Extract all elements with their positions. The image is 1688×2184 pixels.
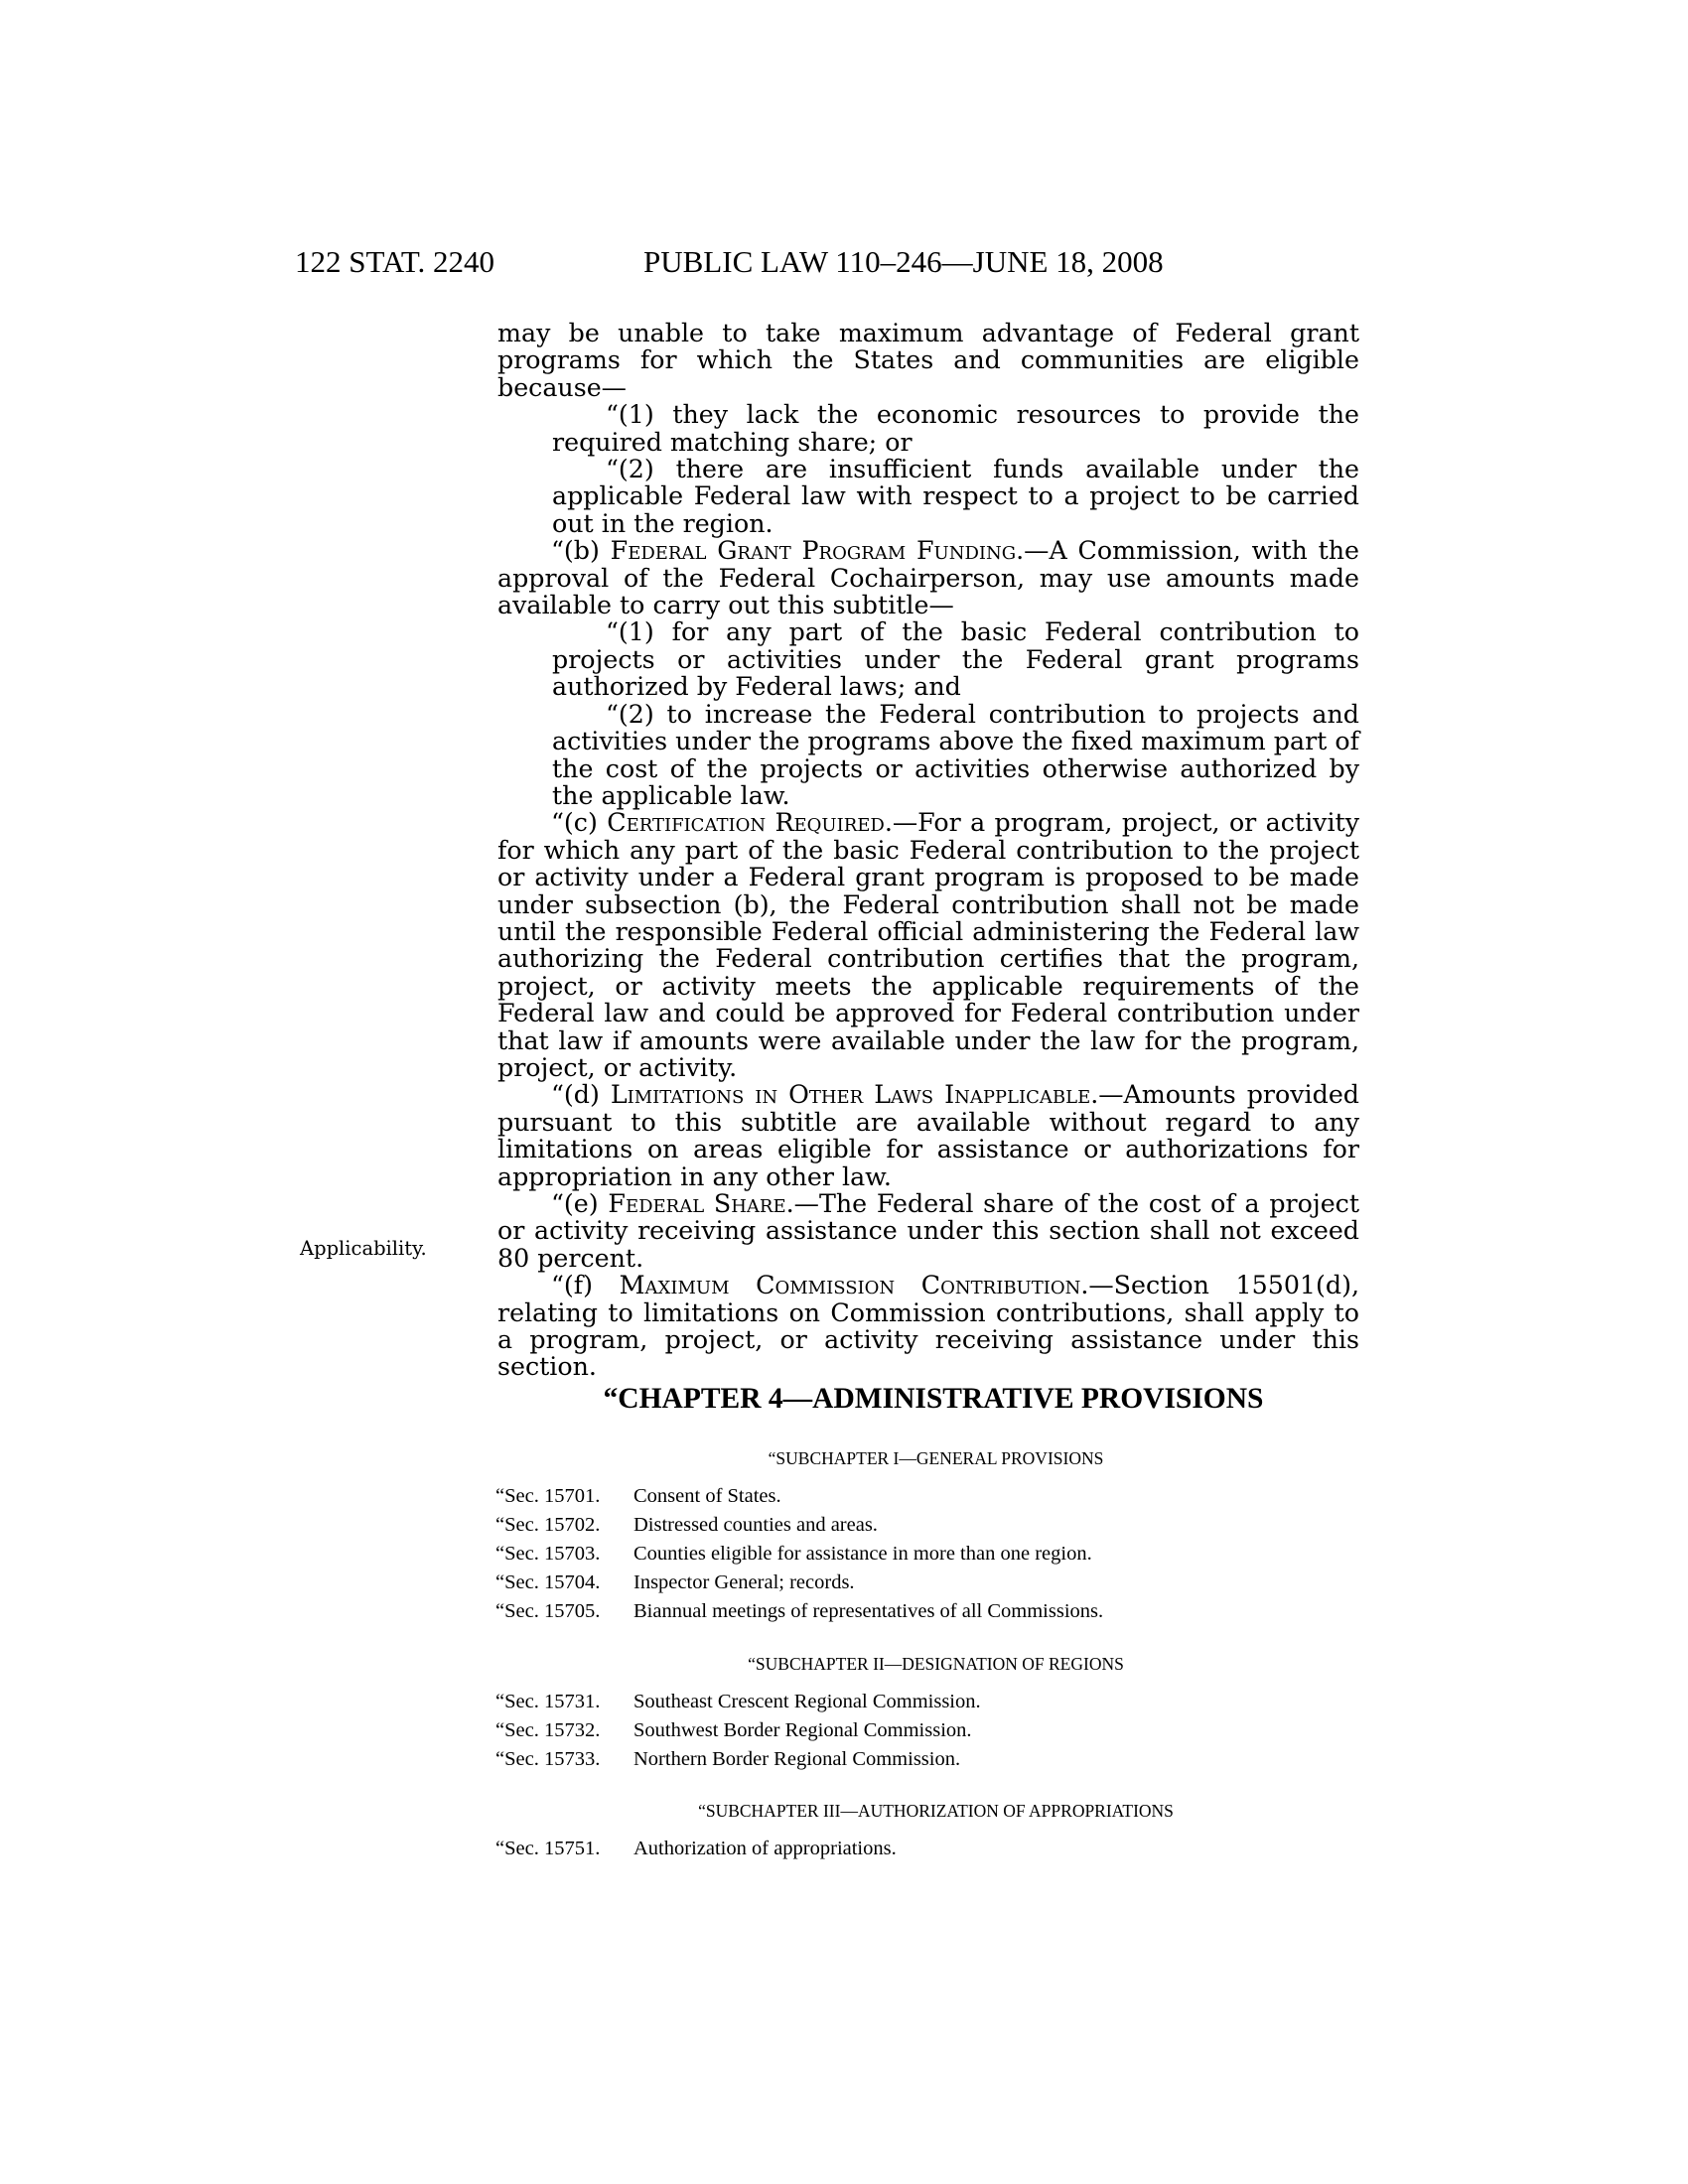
toc-section-number: “Sec. 15731. (495, 1691, 601, 1712)
toc-section-title: Southwest Border Regional Commission. (633, 1719, 972, 1741)
subsection-c (497, 809, 1359, 1081)
toc-section-title: Southeast Crescent Regional Commission. (633, 1691, 981, 1712)
toc-section-number: “Sec. 15701. (495, 1485, 601, 1507)
subsection-e-lead: “(e) (551, 1189, 609, 1218)
page-header (0, 244, 1688, 284)
subsection-b-heading: Federal Grant Program Funding (610, 536, 1017, 566)
paragraph-a1: “(1) they lack the economic resources to provide the required matching share; or (552, 400, 1359, 457)
toc-row (495, 1691, 981, 1719)
toc-section-title: Consent of States. (633, 1485, 781, 1507)
subchapter-title: “SUBCHAPTER III—AUTHORIZATION OF APPROPRIATIONS (698, 1801, 1174, 1821)
toc-row (495, 1485, 1103, 1514)
toc-row (495, 1543, 1103, 1571)
stat-page-number: 122 STAT. 2240 (295, 244, 495, 279)
toc-row (495, 1571, 1103, 1600)
toc-row (495, 1719, 981, 1748)
subsection-e (497, 1190, 1359, 1272)
toc-section-number: “Sec. 15704. (495, 1571, 601, 1593)
paragraph-a2: “(2) there are insufficient funds available under the applicable Federal law with respect to a project to be carried out in the region. (552, 455, 1359, 538)
toc-section-title: Counties eligible for assistance in more than one region. (633, 1543, 1092, 1565)
chapter-title: “CHAPTER 4—ADMINISTRATIVE PROVISIONS (603, 1383, 1264, 1415)
toc-section-number: “Sec. 15732. (495, 1719, 601, 1741)
subsection-d-heading: Limitations in Other Laws Inapplicable (610, 1080, 1091, 1110)
toc-list (495, 1838, 897, 1866)
toc-section-title: Biannual meetings of representatives of all Commissions. (633, 1600, 1104, 1622)
toc-section-number: “Sec. 15751. (495, 1838, 601, 1859)
subsection-f (497, 1272, 1359, 1381)
toc-section-title: Northern Border Regional Commission. (633, 1748, 961, 1770)
subsection-d-text: .—Amounts provided pursuant to this subtitle are available without regard to any limitations on areas eligible for assistance or authorizations for appropriation in any other law. (497, 1080, 1359, 1191)
toc-section-number: “Sec. 15705. (495, 1600, 601, 1622)
toc-list (495, 1691, 981, 1777)
subsection-b-lead: “(b) (551, 536, 611, 566)
paragraph-b2: “(2) to increase the Federal contribution to projects and activities under the programs above the fixed maximum part of the cost of the projects or activities otherwise authorized by the applicable law. (552, 699, 1359, 810)
law-citation: PUBLIC LAW 110–246—JUNE 18, 2008 (643, 244, 1164, 279)
subsection-f-text: .—Section 15501(d), relating to limitations on Commission contributions, shall apply to a program, project, or activity receiving assistance under this section. (497, 1271, 1359, 1382)
intro-paragraph: may be unable to take maximum advantage of Federal grant programs for which the States and communities are eligible because— (497, 319, 1359, 402)
margin-note-applicability: Applicability. (300, 1237, 427, 1260)
subsection-d (497, 1081, 1359, 1190)
subsection-c-text: .—For a program, project, or activity for which any part of the basic Federal contribution to the project or activity under a Federal grant program is proposed to be made under subsection (b), the Federal contribution shall not be made until the responsible Federal official administering the Federal law authorizing the Federal contribution certifies that the program, project, or activity meets the applicable requirements of the Federal law and could be approved for Federal contribution under that law if amounts were available under the law for the program, project, or activity. (497, 808, 1359, 1082)
subsection-b-text: .—A Commission, with the approval of the Federal Cochairperson, may use amounts made available to carry out this subtitle— (497, 536, 1359, 620)
subsection-c-lead: “(c) (551, 808, 608, 838)
subchapter-title: “SUBCHAPTER I—GENERAL PROVISIONS (768, 1448, 1104, 1468)
subsection-d-lead: “(d) (551, 1080, 611, 1110)
toc-section-title: Distressed counties and areas. (633, 1514, 878, 1536)
toc-section-number: “Sec. 15702. (495, 1514, 601, 1536)
subsection-e-heading: Federal Share (608, 1189, 786, 1218)
subsection-c-heading: Certification Required (607, 808, 885, 838)
paragraph-b1: “(1) for any part of the basic Federal contribution to projects or activities under the Federal grant programs authorized by Federal laws; and (552, 617, 1359, 702)
toc-row (495, 1838, 897, 1866)
toc-section-title: Inspector General; records. (633, 1571, 855, 1593)
toc-row (495, 1600, 1103, 1629)
toc-section-number: “Sec. 15703. (495, 1543, 601, 1565)
section-body (497, 320, 1359, 1381)
toc-row (495, 1748, 981, 1777)
subsection-f-heading: Maximum Commission Contribution (619, 1271, 1081, 1300)
toc-section-number: “Sec. 15733. (495, 1748, 601, 1770)
subsection-e-text: .—The Federal share of the cost of a project or activity receiving assistance under this section shall not exceed 80 percent. (497, 1189, 1359, 1273)
toc-row (495, 1514, 1103, 1543)
subsection-f-lead: “(f) (551, 1271, 620, 1300)
toc-section-title: Authorization of appropriations. (633, 1838, 897, 1859)
toc-list (495, 1485, 1103, 1629)
subsection-b (497, 537, 1359, 618)
subchapter-title: “SUBCHAPTER II—DESIGNATION OF REGIONS (748, 1654, 1124, 1674)
